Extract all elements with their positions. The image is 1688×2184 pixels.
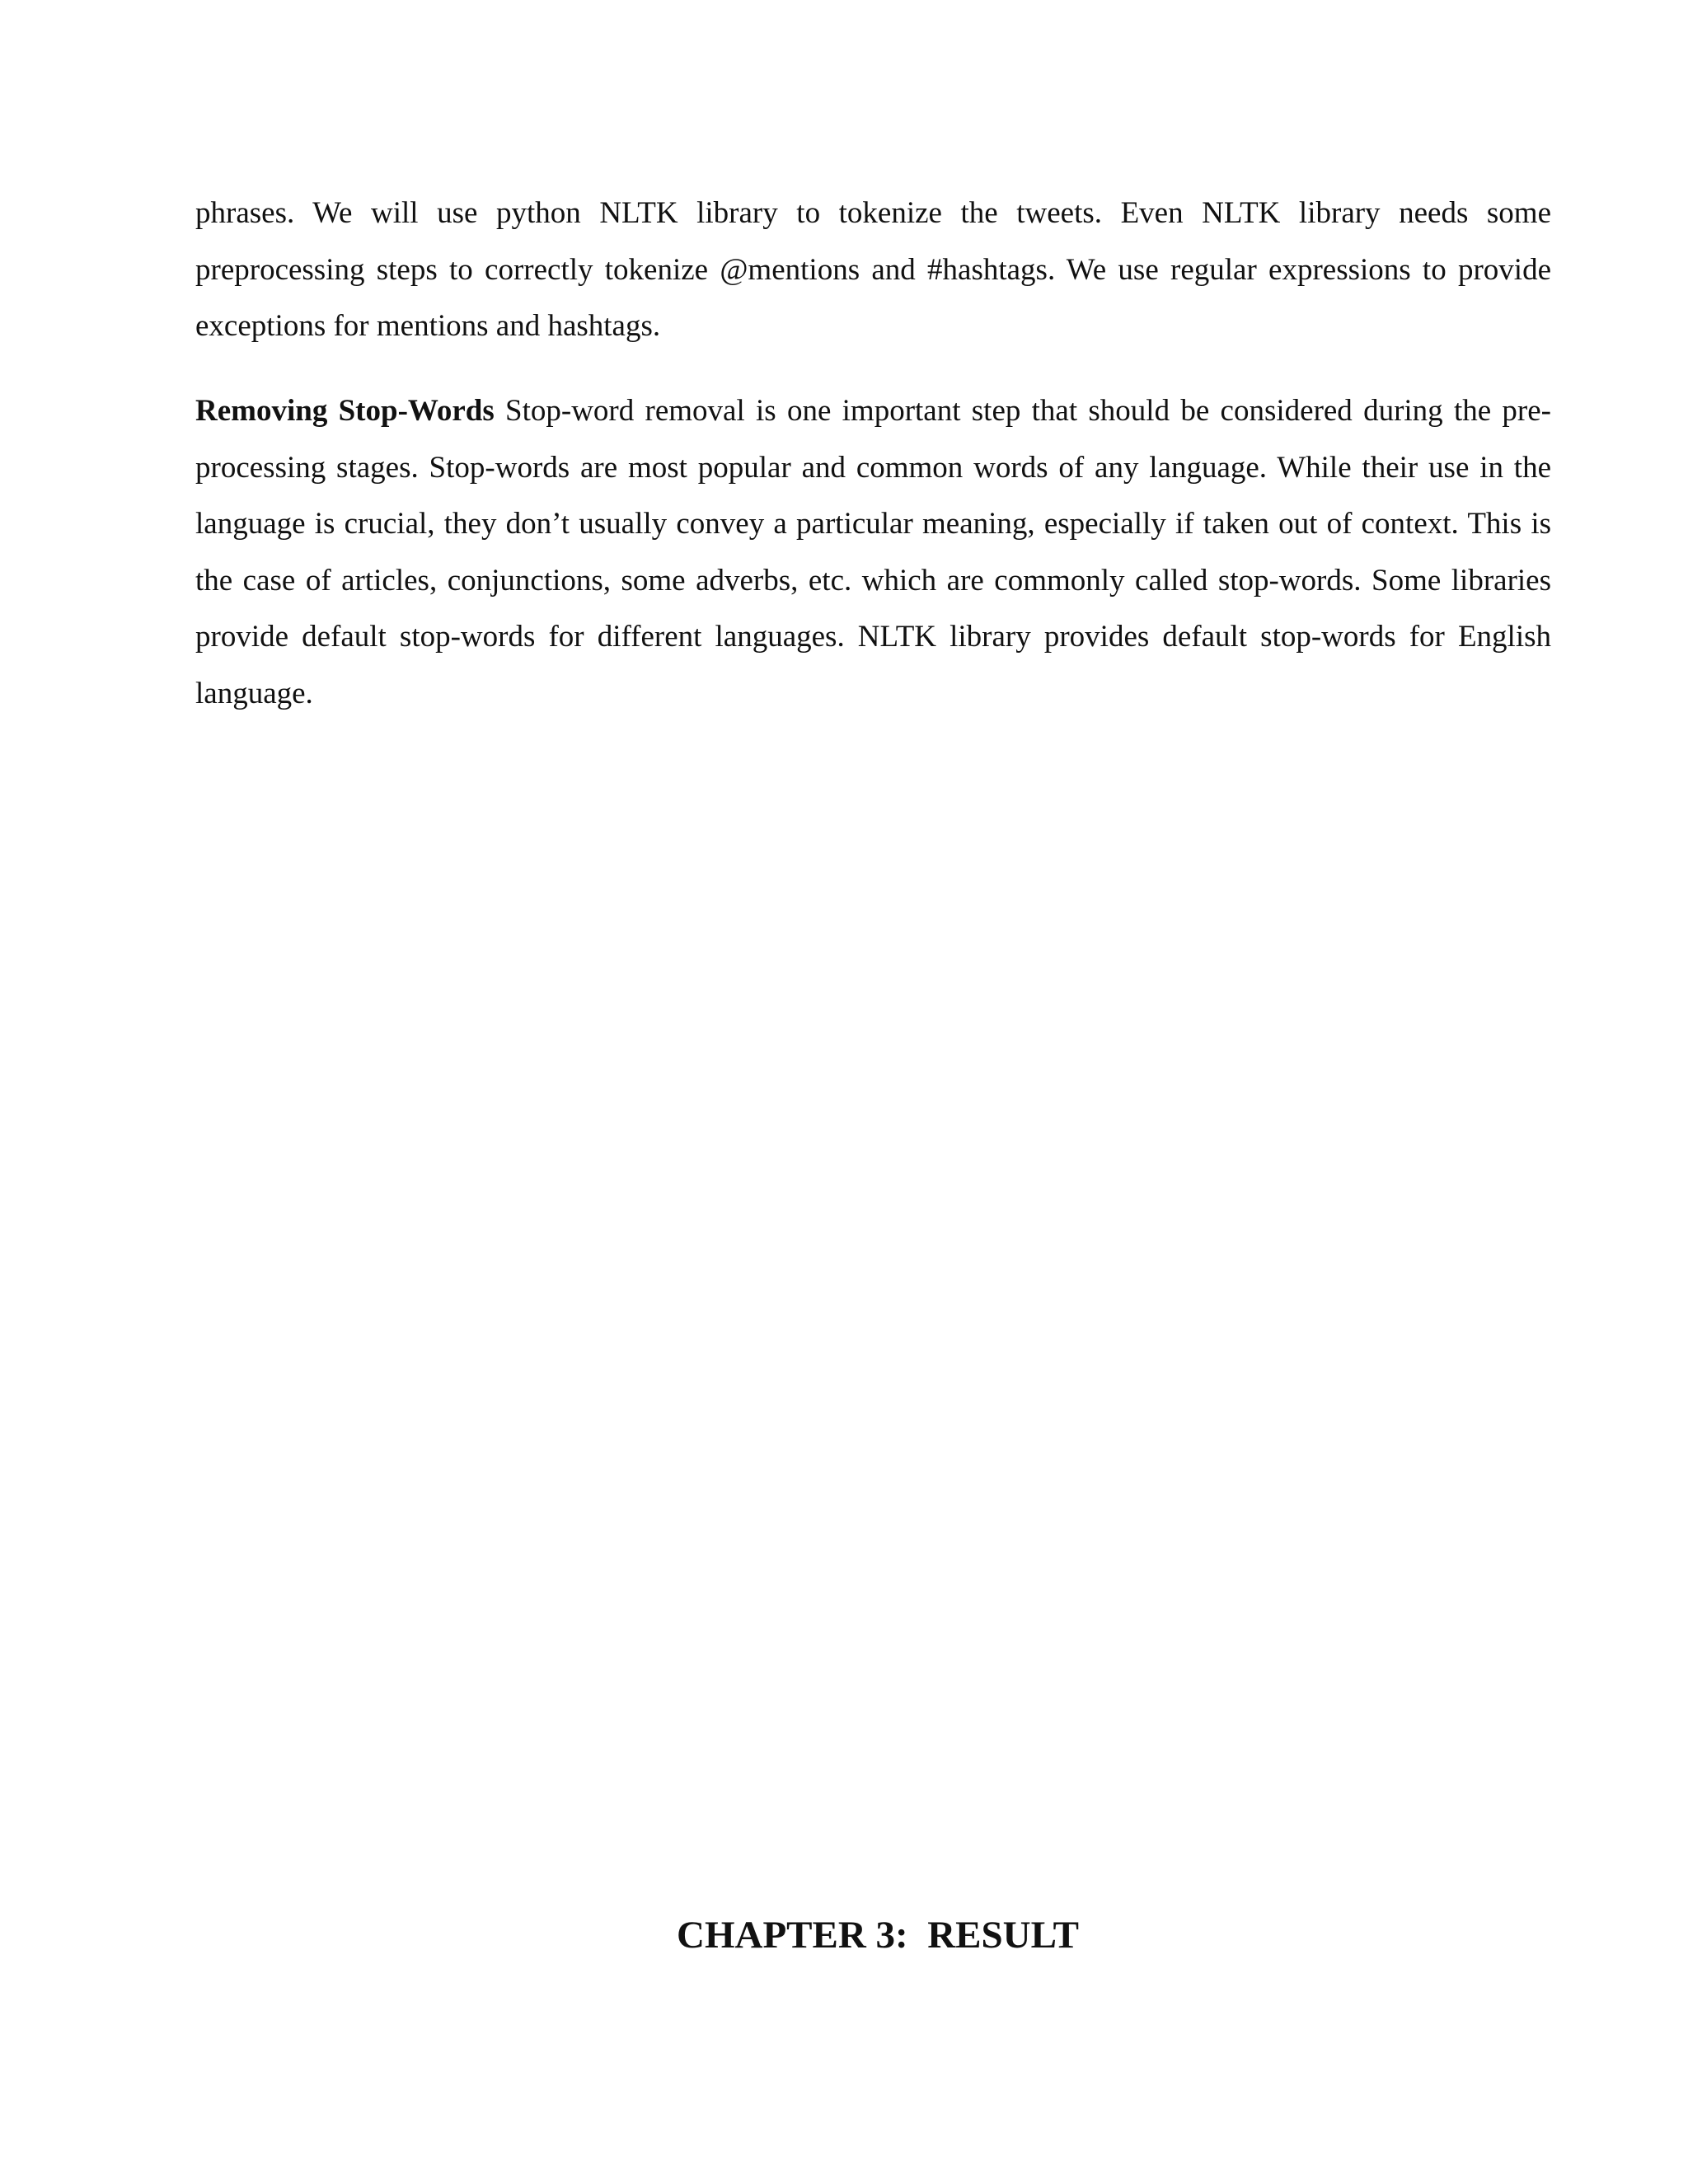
body-paragraph xyxy=(195,185,1551,355)
chapter-heading: CHAPTER 3: RESULT xyxy=(677,1914,1079,1957)
stop-words-paragraph xyxy=(195,383,1551,722)
paragraph-text: Stop-word removal is one important step that should be considered during the pre-processing stages. Stop-words are most popular and common words of any language. While their use in the language is crucial, they don’t usually convey a particular meaning, especially if taken out of context. This is the case of articles, conjunctions, some adverbs, etc. which are commonly called stop-words. Some libraries provide default stop-words for different languages. NLTK library provides default stop-words for English language. xyxy=(195,394,1551,710)
paragraph-text: phrases. We will use python NLTK library to tokenize the tweets. Even NLTK library needs some preprocessing steps to correctly tokenize @mentions and #hashtags. We use regular expressions to provide exceptions for mentions and hashtags. xyxy=(195,196,1551,343)
paragraph-lead-heading: Removing Stop-Words xyxy=(195,394,495,428)
